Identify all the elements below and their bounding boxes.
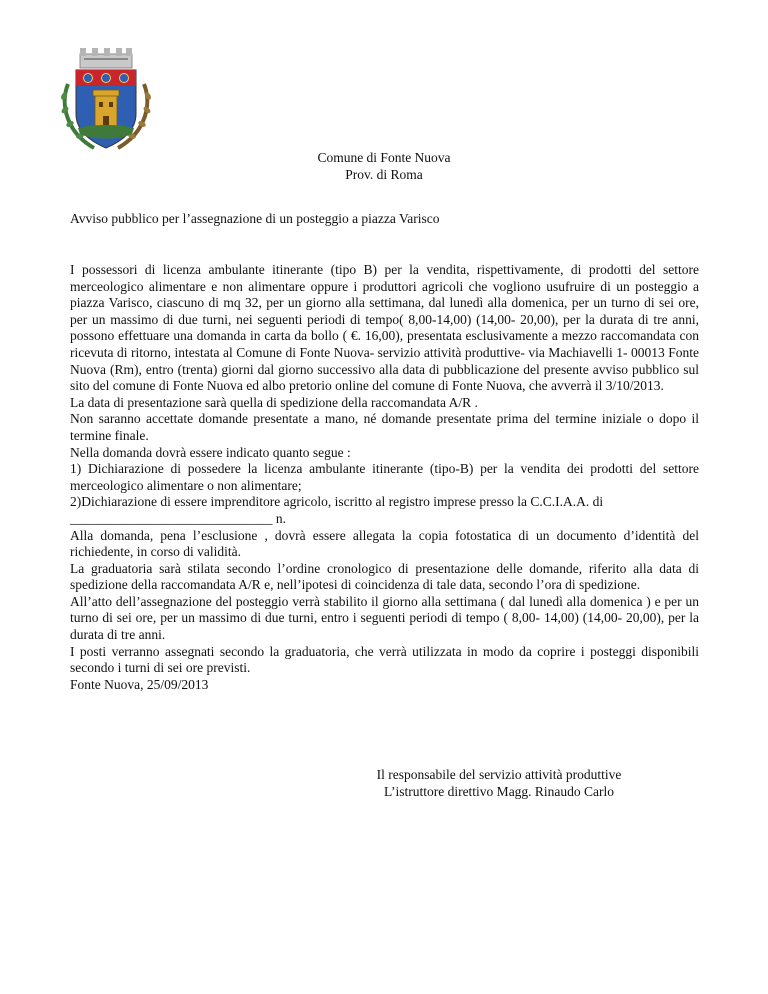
header-province: Prov. di Roma [345,167,423,182]
place-and-date: Fonte Nuova, 25/09/2013 [70,676,209,692]
signature-name: L’istruttore direttivo Magg. Rinaudo Carlo [383,784,615,799]
body-paragraph: All’atto dell’assegnazione del posteggio verrà stabilito il giorno alla settimana ( dal lunedì alla domenica ) e per un turno di sei ore, per un massimo di due turni, entro i seguenti periodi di tempo ( 8,00- 14,00) (14,00- 20,00), per la durata di tre anni. [70,593,699,643]
body-paragraph: I possessori di licenza ambulante itinerante (tipo B) per la vendita, rispettivamente, di prodotti del settore merceologico alimentare e non alimentare oppure i produttori agricoli che vogliono usufruire di un posteggio a piazza Varisco, ciascuno di mq 32, per un giorno alla settimana, dal lunedì alla domenica, per un turno di sei ore, per un massimo di due turni, nei seguenti periodi di tempo( 8,00-14,00) (14,00- 20,00), per la durata di tre anni, possono effettuare una domanda in carta da bollo ( €. 16,00), presentata esclusivamente a mezzo raccomandata con ricevuta di ritorno, intestata al Comune di Fonte Nuova- servizio attività produttive- via Machiavelli 1- 00013 Fonte Nuova (Rm), entro (trenta) giorni dal giorno successivo alla data di pubblicazione del presente avviso pubblico sul sito del comune di Fonte Nuova ed albo pretorio online del comune di Fonte Nuova, che avverrà il 3/10/2013. [70,262,699,394]
body-paragraph: La data di presentazione sarà quella di spedizione della raccomandata A/R . [70,394,478,410]
crown-icon [80,48,132,68]
body-paragraph: Nella domanda dovrà essere indicato quanto segue : [70,444,351,460]
signature-role: Il responsabile del servizio attività produttive [376,767,622,782]
notice-subject: Avviso pubblico per l’assegnazione di un posteggio a piazza Varisco [70,211,440,226]
body-blank-line: ______________________________ n. [70,510,286,526]
notice-body [70,262,699,693]
body-paragraph: Alla domanda, pena l’esclusione , dovrà essere allegata la copia fotostatica di un documento d’identità del richiedente, in corso di validità. [70,527,699,560]
body-paragraph: La graduatoria sarà stilata secondo l’ordine cronologico di presentazione delle domande, riferito alla data di spedizione della raccomandata A/R e, nell’ipotesi di coincidenza di tale data, secondo l’ora di spedizione. [70,560,699,593]
coat-of-arms-icon [54,44,158,154]
body-paragraph: Non saranno accettate domande presentate a mano, né domande presentate prima del termine iniziale o dopo il termine finale. [70,411,699,443]
header-municipality: Comune di Fonte Nuova [317,150,451,165]
tower-icon [93,90,119,130]
signature-block [0,766,768,800]
header-comune [0,149,768,183]
body-paragraph: I posti verranno assegnati secondo la graduatoria, che verrà utilizzata in modo da coprire i posteggi disponibili secondo i turni di sei ore previsti. [70,643,699,676]
body-paragraph: 1) Dichiarazione di possedere la licenza ambulante itinerante (tipo-B) per la vendita dei prodotti del settore merceologico alimentare o non alimentare; [70,461,699,493]
body-paragraph: 2)Dichiarazione di essere imprenditore agricolo, iscritto al registro imprese presso la C.C.I.A.A. di [70,494,604,510]
